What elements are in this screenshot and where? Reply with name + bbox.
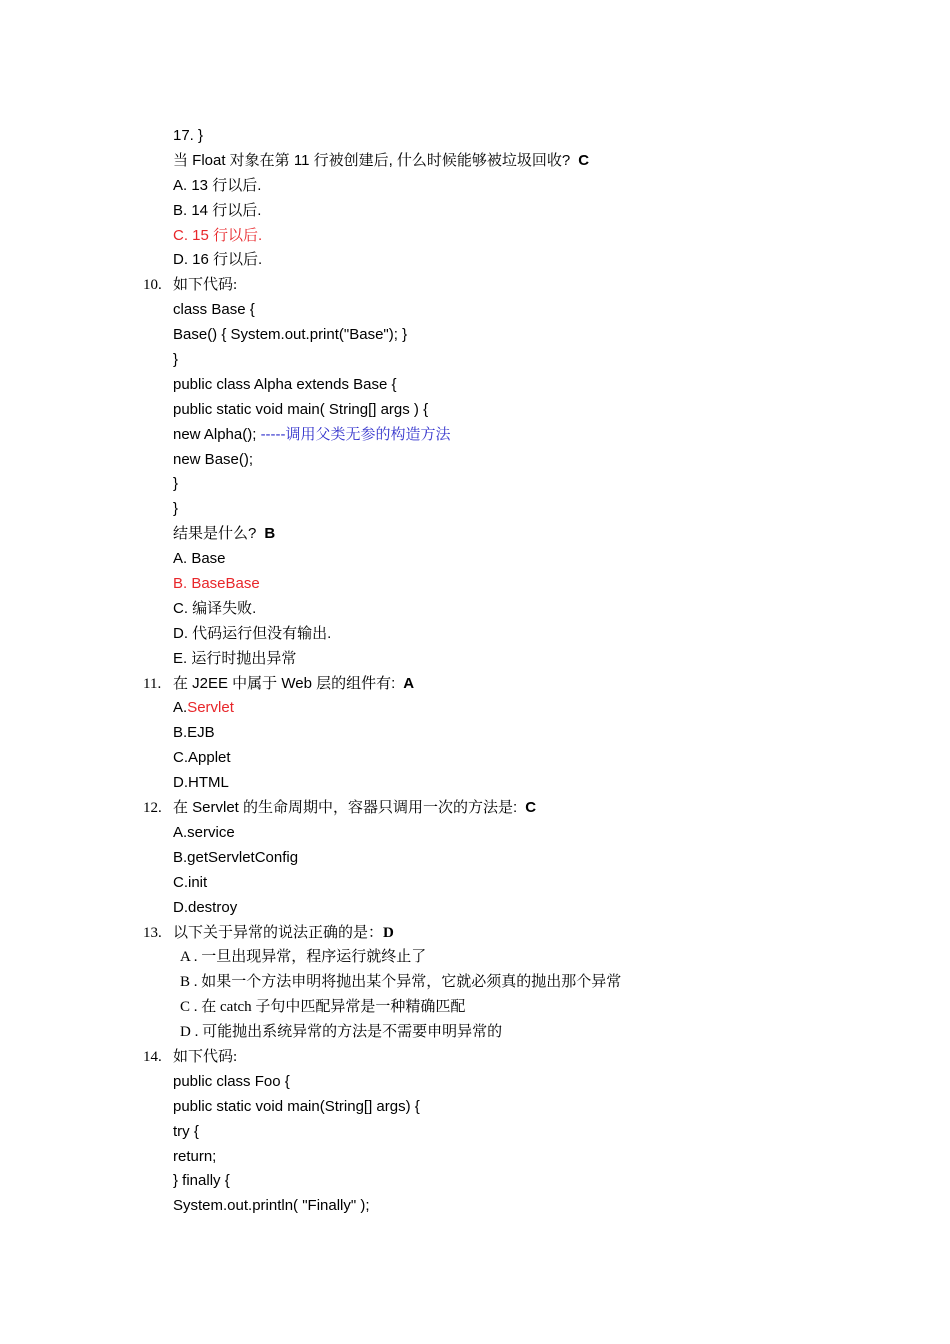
option-text: D.HTML xyxy=(173,774,229,792)
option-line-correct xyxy=(0,224,950,249)
option-text-correct: Servlet xyxy=(187,699,234,717)
option-text-correct: B. BaseBase xyxy=(173,575,260,593)
code-text: new Base(); xyxy=(173,450,254,468)
code-text: public class Foo { xyxy=(173,1072,290,1090)
question-text: 在 J2EE 中属于 Web 层的组件有: xyxy=(173,674,396,692)
option-text: B . 如果一个方法申明将抛出某个异常，它就必须真的抛出那个异常 xyxy=(180,974,622,991)
question-text: 如下代码: xyxy=(173,277,238,294)
question-12-line xyxy=(0,796,950,821)
option-prefix: A. xyxy=(173,699,188,717)
question-10-line xyxy=(0,273,950,298)
option-line xyxy=(0,547,950,572)
option-line xyxy=(0,771,950,796)
option-line xyxy=(0,199,950,224)
question-number: 13. xyxy=(143,924,162,941)
question-text: 如下代码: xyxy=(173,1048,238,1065)
option-text: D . 可能抛出系统异常的方法是不需要申明异常的 xyxy=(180,1024,503,1041)
code-text: public static void main( String[] args ) { xyxy=(173,400,429,418)
code-line xyxy=(0,448,950,473)
question-text: 当 Float 对象在第 11 行被创建后, 什么时候能够被垃圾回收? xyxy=(173,151,571,169)
code-text: class Base { xyxy=(173,301,255,319)
code-line xyxy=(0,1169,950,1194)
question-line xyxy=(0,149,950,174)
code-text: 17. } xyxy=(173,127,204,144)
option-text: A.service xyxy=(173,823,235,841)
code-line xyxy=(0,298,950,323)
option-line xyxy=(0,721,950,746)
question-text: 结果是什么? xyxy=(173,525,257,543)
question-text: 在 Servlet 的生命周期中，容器只调用一次的方法是: xyxy=(173,799,518,817)
code-text: public class Alpha extends Base { xyxy=(173,375,397,393)
code-line xyxy=(0,1095,950,1120)
option-line xyxy=(0,995,950,1020)
code-line xyxy=(0,1145,950,1170)
question-line xyxy=(0,522,950,547)
option-line xyxy=(0,970,950,995)
code-line xyxy=(0,1194,950,1219)
option-text: D. 代码运行但没有输出. xyxy=(173,624,332,642)
code-line xyxy=(0,423,950,448)
answer-key: D xyxy=(383,924,394,941)
option-line xyxy=(0,647,950,672)
code-line xyxy=(0,398,950,423)
code-line xyxy=(0,348,950,373)
code-text: System.out.println( "Finally" ); xyxy=(173,1197,370,1215)
option-text: C.init xyxy=(173,873,208,891)
option-line xyxy=(0,248,950,273)
option-text: C. 编译失败. xyxy=(173,599,257,617)
code-line xyxy=(0,1120,950,1145)
option-text: D.destroy xyxy=(173,898,238,916)
answer-key: B xyxy=(264,525,276,543)
option-line xyxy=(0,896,950,921)
option-line xyxy=(0,746,950,771)
code-text: } finally { xyxy=(173,1172,230,1190)
question-11-line xyxy=(0,672,950,697)
option-text: C . 在 catch 子句中匹配异常是一种精确匹配 xyxy=(180,999,466,1016)
option-text: B.getServletConfig xyxy=(173,848,299,866)
code-text: } xyxy=(173,351,179,369)
option-text-correct: C. 15 行以后. xyxy=(173,226,263,244)
option-text: B. 14 行以后. xyxy=(173,201,262,219)
option-line xyxy=(0,846,950,871)
answer-key: A xyxy=(403,674,415,692)
question-13-line xyxy=(0,921,950,946)
code-line xyxy=(0,472,950,497)
option-line-correct xyxy=(0,572,950,597)
code-line xyxy=(0,323,950,348)
question-text: 以下关于异常的说法正确的是： xyxy=(173,924,384,941)
option-text: A. 13 行以后. xyxy=(173,176,262,194)
option-text: B.EJB xyxy=(173,724,215,742)
option-text: A . 一旦出现异常，程序运行就终止了 xyxy=(180,949,427,966)
answer-key: C xyxy=(525,799,537,817)
code-text: return; xyxy=(173,1147,217,1165)
code-text: Base() { System.out.print("Base"); } xyxy=(173,326,408,344)
option-text: A. Base xyxy=(173,550,226,568)
answer-key: C xyxy=(578,151,590,169)
code-text: } xyxy=(173,475,179,493)
question-14-line xyxy=(0,1045,950,1070)
option-line xyxy=(0,945,950,970)
code-text: public static void main(String[] args) { xyxy=(173,1097,420,1115)
option-text: D. 16 行以后. xyxy=(173,251,263,269)
code-comment: -----调用父类无参的构造方法 xyxy=(260,425,451,443)
question-number: 10. xyxy=(143,277,162,294)
option-line xyxy=(0,174,950,199)
option-line xyxy=(0,1020,950,1045)
option-line xyxy=(0,597,950,622)
code-line xyxy=(0,124,950,149)
option-text: E. 运行时抛出异常 xyxy=(173,649,297,667)
option-line-correct xyxy=(0,696,950,721)
question-number: 11. xyxy=(143,675,162,692)
code-text: } xyxy=(173,500,179,518)
option-line xyxy=(0,821,950,846)
exam-content xyxy=(0,124,950,1219)
option-line xyxy=(0,622,950,647)
question-number: 14. xyxy=(143,1048,162,1065)
option-text: C.Applet xyxy=(173,749,231,767)
code-line xyxy=(0,497,950,522)
question-number: 12. xyxy=(143,800,162,817)
code-line xyxy=(0,373,950,398)
option-line xyxy=(0,871,950,896)
code-text: try { xyxy=(173,1122,199,1140)
code-line xyxy=(0,1070,950,1095)
code-text: new Alpha(); xyxy=(173,425,257,443)
